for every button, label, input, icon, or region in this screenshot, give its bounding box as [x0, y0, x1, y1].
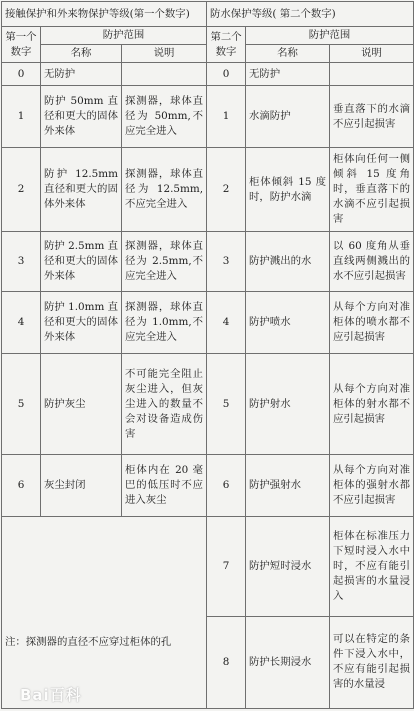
protection-desc-cell: 不可能完全阻止灰尘进入，但灰尘进入的数量不会对设备造成伤害	[122, 354, 207, 454]
water-desc-cell: 柜体向任何一侧倾斜 15 度角时，垂直落下的水滴不应引起损害	[330, 148, 414, 232]
water-desc-cell: 从每个方向对准柜体的射水都不应引起损害	[330, 354, 414, 454]
first-digit-cell: 6	[2, 454, 41, 516]
second-digit-cell: 2	[207, 148, 246, 232]
table-row	[2, 63, 414, 86]
water-name-cell: 防护长期浸水	[246, 616, 330, 708]
table-row	[2, 232, 414, 292]
table-row	[2, 454, 414, 516]
water-name-cell: 防护射水	[246, 354, 330, 454]
right-desc-header: 说明	[330, 45, 414, 63]
right-section-title: 防水保护等级( 第二个数字)	[207, 2, 414, 27]
protection-desc-cell: 探测器，球体直径为 50mm,不应完全进入	[122, 86, 207, 148]
second-digit-header: 第二个数字	[207, 27, 246, 63]
second-digit-cell: 5	[207, 354, 246, 454]
protection-name-cell: 灰尘封闭	[41, 454, 122, 516]
second-digit-cell: 4	[207, 292, 246, 354]
water-name-cell: 无防护	[246, 63, 330, 86]
table-row	[2, 148, 414, 232]
protection-name-cell: 防护 1.0mm 直径和更大的固体外来体	[41, 292, 122, 354]
protection-desc-cell: 柜体内在 20 毫巴的低压时不应进入灰尘	[122, 454, 207, 516]
watermark-logo: Bai百科	[20, 686, 82, 704]
first-digit-header: 第一个数字	[2, 27, 41, 63]
first-digit-cell: 3	[2, 232, 41, 292]
water-desc-cell	[330, 63, 414, 86]
left-desc-header: 说明	[122, 45, 207, 63]
water-desc-cell: 可以在特定的条件下浸入水中，不应有能引起损害的水量浸	[330, 616, 414, 708]
water-name-cell: 防护强射水	[246, 454, 330, 516]
water-desc-cell: 以 60 度角从垂直线两侧溅出的水不应引起损害	[330, 232, 414, 292]
note-text: 注：探测器的直径不应穿过柜体的孔	[5, 635, 172, 648]
protection-name-cell: 防护 2.5mm 直径和更大的固体外来体	[41, 232, 122, 292]
left-name-header: 名称	[41, 45, 122, 63]
water-name-cell: 防护短时浸水	[246, 516, 330, 616]
second-digit-cell: 0	[207, 63, 246, 86]
water-desc-cell: 垂直落下的水滴不应引起损害	[330, 86, 414, 148]
water-name-cell: 防护喷水	[246, 292, 330, 354]
table-row	[2, 354, 414, 454]
ip-rating-table	[1, 1, 414, 709]
table-row	[2, 516, 414, 616]
protection-name-cell: 无防护	[41, 63, 122, 86]
note-cell	[2, 516, 207, 708]
second-digit-cell: 7	[207, 516, 246, 616]
first-digit-cell: 2	[2, 148, 41, 232]
second-digit-cell: 8	[207, 616, 246, 708]
second-digit-cell: 1	[207, 86, 246, 148]
protection-desc-cell: 探测器，球体直径为 1.0mm,不应完全进入	[122, 292, 207, 354]
water-desc-cell: 从每个方向对准柜体的强射水都不应引起损害	[330, 454, 414, 516]
protection-desc-cell	[122, 63, 207, 86]
water-name-cell: 水滴防护	[246, 86, 330, 148]
first-digit-cell: 1	[2, 86, 41, 148]
left-section-title: 接触保护和外来物保护等级(第一个数字)	[2, 2, 207, 27]
water-desc-cell: 柜体在标准压力下短时浸入水中时，不应有能引起损害的水量浸入	[330, 516, 414, 616]
right-scope-header: 防护范围	[246, 27, 414, 45]
protection-name-cell: 防护 12.5mm 直径和更大的固体外来体	[41, 148, 122, 232]
protection-name-cell: 防护灰尘	[41, 354, 122, 454]
water-name-cell: 柜体倾斜 15 度时，防护水滴	[246, 148, 330, 232]
table-row	[2, 292, 414, 354]
table-row	[2, 86, 414, 148]
second-digit-cell: 6	[207, 454, 246, 516]
protection-desc-cell: 探测器，球体直径为 12.5mm,不应完全进入	[122, 148, 207, 232]
first-digit-cell: 0	[2, 63, 41, 86]
right-name-header: 名称	[246, 45, 330, 63]
first-digit-cell: 4	[2, 292, 41, 354]
water-name-cell: 防护溅出的水	[246, 232, 330, 292]
water-desc-cell: 从每个方向对准柜体的喷水都不应引起损害	[330, 292, 414, 354]
protection-name-cell: 防护 50mm 直径和更大的固体外来体	[41, 86, 122, 148]
first-digit-cell: 5	[2, 354, 41, 454]
second-digit-cell: 3	[207, 232, 246, 292]
left-scope-header: 防护范围	[41, 27, 207, 45]
protection-desc-cell: 探测器，球体直径为 2.5mm,不应完全进入	[122, 232, 207, 292]
